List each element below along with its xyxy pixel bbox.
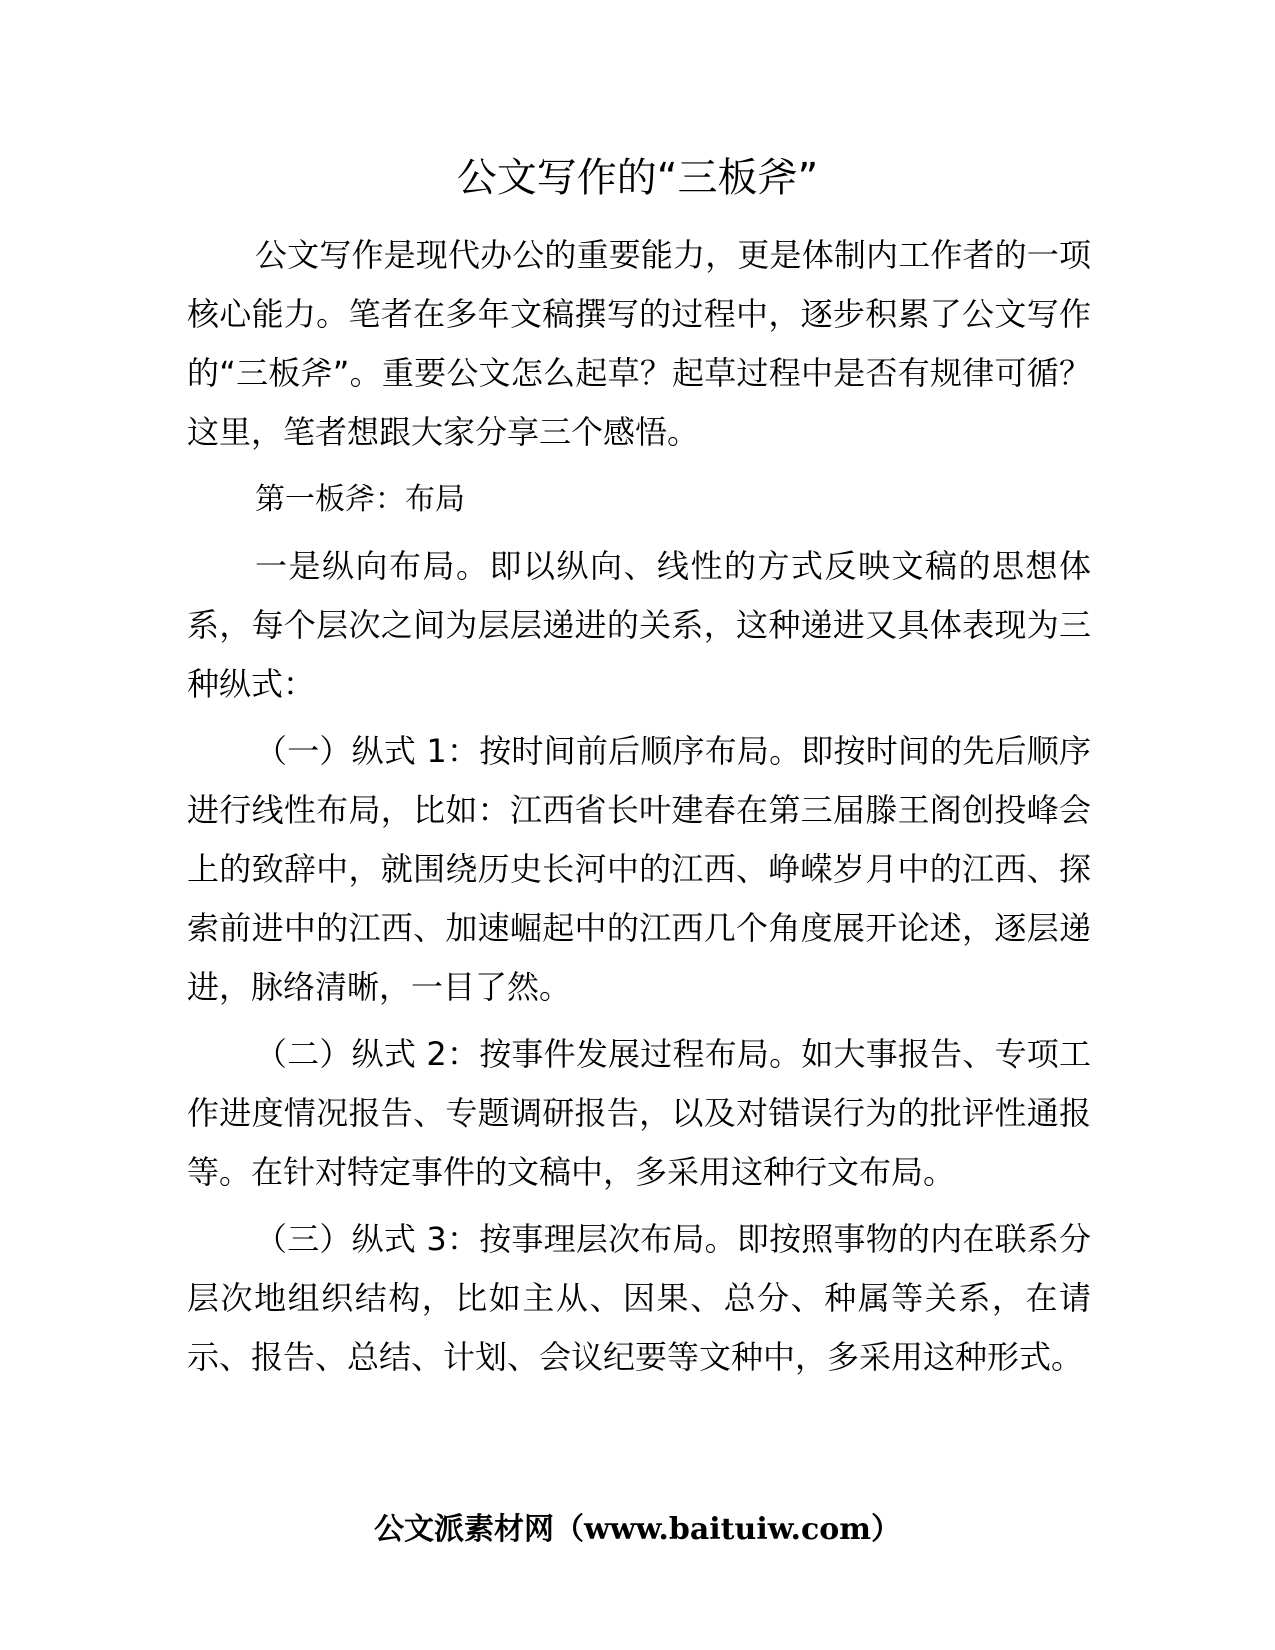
vertical-layout-paragraph: 一是纵向布局。即以纵向、线性的方式反映文稿的思想体系，每个层次之间为层层递进的关系，这种递进又具体表现为三种纵式： xyxy=(187,547,1091,703)
document-body xyxy=(187,226,1091,1395)
vertical-type-2-paragraph: （二）纵式 2：按事件发展过程布局。如大事报告、专项工作进度情况报告、专题调研报告，以及对错误行为的批评性通报等。在针对特定事件的文稿中，多采用这种行文布局。 xyxy=(187,1035,1091,1191)
section-heading: 第一板斧：布局 xyxy=(255,482,465,517)
vertical-type-1-paragraph: （一）纵式 1：按时间前后顺序布局。即按时间的先后顺序进行线性布局，比如：江西省长叶建春在第三届滕王阁创投峰会上的致辞中，就围绕历史长河中的江西、峥嵘岁月中的江西、探索前进中的江西、加速崛起中的江西几个角度展开论述，逐层递进，脉络清晰，一目了然。 xyxy=(187,732,1091,1006)
intro-paragraph: 公文写作是现代办公的重要能力，更是体制内工作者的一项核心能力。笔者在多年文稿撰写的过程中，逐步积累了公文写作的“三板斧”。重要公文怎么起草？起草过程中是否有规律可循？这里，笔者想跟大家分享三个感悟。 xyxy=(187,236,1091,451)
document-title: 公文写作的“三板斧” xyxy=(456,155,819,201)
footer-source: 公文派素材网（www.baituiw.com） xyxy=(373,1512,902,1547)
vertical-type-3-paragraph: （三）纵式 3：按事理层次布局。即按照事物的内在联系分层次地组织结构，比如主从、因果、总分、种属等关系，在请示、报告、总结、计划、会议纪要等文种中，多采用这种形式。 xyxy=(187,1220,1091,1376)
